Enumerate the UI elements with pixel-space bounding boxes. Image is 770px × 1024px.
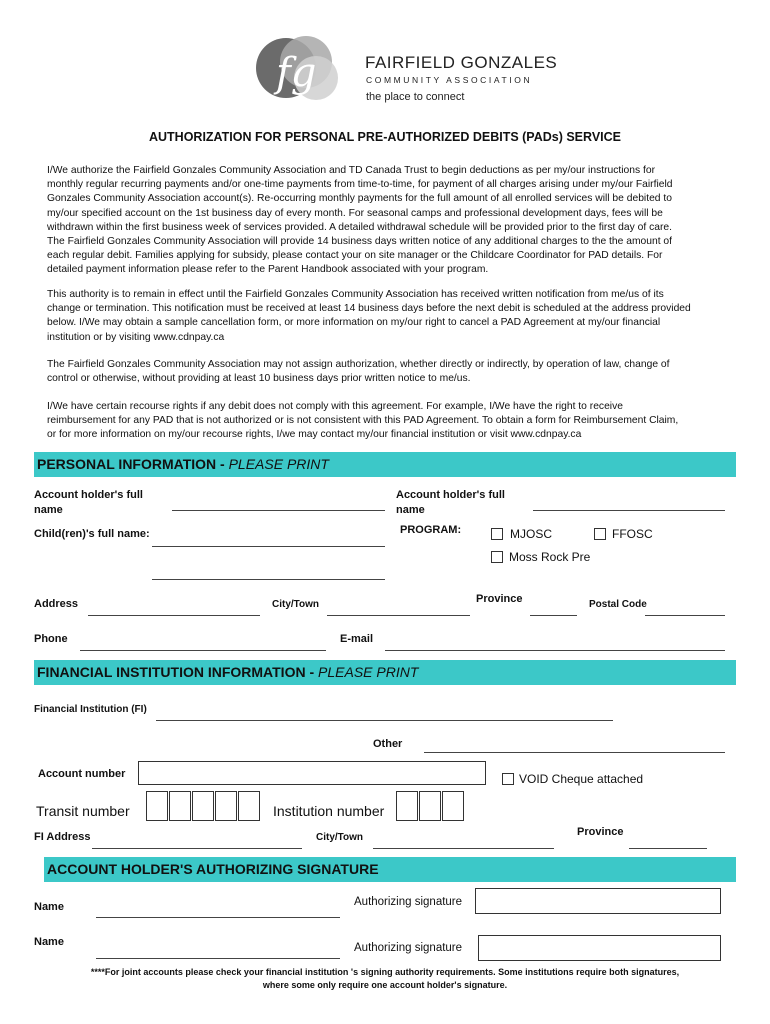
assignment-paragraph [47, 358, 719, 386]
text-line: each regular debit. Families applying for subsidy, please contact your on site manager or the Childcare Coordinator for PAD details. For [47, 250, 663, 262]
fi-address-label: FI Address [34, 831, 91, 843]
text-line: institution or by visiting www.cdnpay.ca [47, 331, 225, 343]
other-field[interactable] [424, 752, 725, 753]
text-line: withdrawn within the first business week of services provided. A detailed withdrawal schedule will be provided prior to the first day of care. [47, 221, 672, 233]
digit-box[interactable] [169, 791, 191, 821]
text-line: I/We authorize the Fairfield Gonzales Community Association and TD Canada Trust to begin deductions as per my/our instructions for [47, 165, 656, 176]
email-field[interactable] [385, 650, 725, 651]
children-label: Child(ren)'s full name: [34, 528, 150, 540]
text-line: I/We have certain recourse rights if any debit does not comply with this agreement. For example, I/We have the right to receive [47, 401, 623, 412]
text-line: The Fairfield Gonzales Community Association may not assign authorization, whether directly or indirectly, by operation of law, change of [47, 359, 670, 370]
name-2-label: Name [34, 936, 64, 948]
phone-field[interactable] [80, 650, 326, 651]
org-subtitle: COMMUNITY ASSOCIATION [366, 75, 533, 85]
logo-mark-icon [246, 30, 356, 110]
institution-field[interactable] [156, 720, 613, 721]
svg-text:fg: fg [276, 50, 317, 96]
children-field-2[interactable] [152, 579, 385, 580]
city-field[interactable] [327, 615, 470, 616]
moss-rock-checkbox[interactable] [491, 551, 503, 563]
other-label: Other [373, 738, 403, 750]
postal-code-field[interactable] [645, 615, 725, 616]
intro-paragraph [47, 164, 719, 278]
account-holder-1-label: Account holder's full name [34, 489, 143, 516]
city-label: City/Town [272, 599, 320, 610]
text-line: change or termination. This notification must be received at least 14 business days before the next debit is scheduled at the address provided [47, 303, 691, 315]
fi-province-label: Province [577, 826, 624, 838]
account-number-input[interactable] [138, 761, 486, 785]
account-holder-2-label: Account holder's full name [396, 489, 505, 516]
text-line: monthly regular recurring payments and/or one-time payments from time-to-time, for payment of all charges arising under my/our Fairfield [47, 179, 673, 191]
text-line: below. I/We may obtain a sample cancellation form, or more information on my/our right to cancel a PAD Agreement at my/our financial [47, 317, 661, 329]
transit-number-boxes[interactable] [146, 791, 261, 821]
name-2-field[interactable] [96, 958, 340, 959]
fi-city-label: City/Town [316, 832, 364, 843]
fi-province-field[interactable] [629, 848, 707, 849]
text-line: This authority is to remain in effect until the Fairfield Gonzales Community Association has received written notification from me/us of its [47, 289, 664, 300]
postal-code-label: Postal Code [589, 599, 647, 610]
text-line: Gonzales Community Association account(s). Re-occurring monthly payments for the full amount of all enrolled services will be debited to [47, 193, 672, 205]
email-label: E-mail [340, 633, 374, 645]
ffosc-label: FFOSC [612, 527, 653, 541]
text-line: my/our specified account on the 1st business day of every month. For seasonal camps and professional development days, fees will be [47, 207, 663, 219]
text-line: reimbursement for any PAD that is not authorized or is not consistent with this PAD Agreement. To obtain a form for Reimbursement Claim, [47, 415, 679, 427]
children-field-1[interactable] [152, 546, 385, 547]
text-line: detailed payment information please refer to the Parent Handbook associated with your program. [47, 264, 489, 276]
institution-number-boxes[interactable] [396, 791, 466, 821]
address-field[interactable] [88, 615, 260, 616]
ffosc-checkbox[interactable] [594, 528, 606, 540]
personal-info-heading: PERSONAL INFORMATION - PLEASE PRINT [37, 456, 329, 472]
text-line: or for more information on my/our recourse rights, I/we may contact my/our financial institution or visit www.cdnpay.ca [47, 429, 582, 441]
transit-number-label: Transit number [36, 803, 130, 819]
auth-signature-2-label: Authorizing signature [354, 942, 463, 954]
account-holder-1-field[interactable] [172, 510, 385, 511]
account-holder-2-field[interactable] [533, 510, 725, 511]
auth-signature-1-label: Authorizing signature [354, 896, 463, 908]
province-label: Province [476, 593, 523, 605]
digit-box[interactable] [146, 791, 168, 821]
digit-box[interactable] [442, 791, 464, 821]
account-number-label: Account number [38, 768, 126, 780]
institution-number-label: Institution number [273, 803, 385, 819]
authority-paragraph [47, 288, 719, 345]
name-1-label: Name [34, 901, 64, 913]
org-name: FAIRFIELD GONZALES [365, 53, 558, 72]
text-line: The Fairfield Gonzales Community Association will provide 14 business days written notice of any additional charges to the the amount of [47, 236, 673, 248]
province-field[interactable] [530, 615, 577, 616]
digit-box[interactable] [396, 791, 418, 821]
fi-city-field[interactable] [373, 848, 554, 849]
financial-info-heading: FINANCIAL INSTITUTION INFORMATION - PLEASE PRINT [37, 664, 419, 680]
name-1-field[interactable] [96, 917, 340, 918]
void-cheque-checkbox[interactable] [502, 773, 514, 785]
digit-box[interactable] [215, 791, 237, 821]
digit-box[interactable] [238, 791, 260, 821]
void-cheque-label: VOID Cheque attached [519, 772, 644, 786]
auth-signature-2-box[interactable] [478, 935, 721, 961]
footer-note: ****For joint accounts please check your financial institution 's signing authority requirements. Some institutions require both signatures, where some only require one account holder's signature. [90, 967, 680, 990]
digit-box[interactable] [192, 791, 214, 821]
address-label: Address [34, 598, 79, 610]
auth-signature-1-box[interactable] [475, 888, 721, 914]
digit-box[interactable] [419, 791, 441, 821]
signature-heading: ACCOUNT HOLDER'S AUTHORIZING SIGNATURE [47, 861, 379, 877]
logo [246, 30, 356, 110]
institution-label: Financial Institution (FI) [34, 704, 147, 715]
mjosc-label: MJOSC [510, 527, 552, 541]
tagline: the place to connect [366, 91, 465, 103]
mjosc-checkbox[interactable] [491, 528, 503, 540]
program-label: PROGRAM: [400, 524, 462, 536]
text-line: control or otherwise, without providing at least 10 business days prior written notice to me/us. [47, 373, 471, 385]
recourse-paragraph [47, 400, 719, 443]
phone-label: Phone [34, 633, 68, 645]
moss-rock-label: Moss Rock Pre [509, 550, 591, 564]
fi-address-field[interactable] [92, 848, 302, 849]
page-title: AUTHORIZATION FOR PERSONAL PRE-AUTHORIZED DEBITS (PADs) SERVICE [148, 130, 621, 144]
